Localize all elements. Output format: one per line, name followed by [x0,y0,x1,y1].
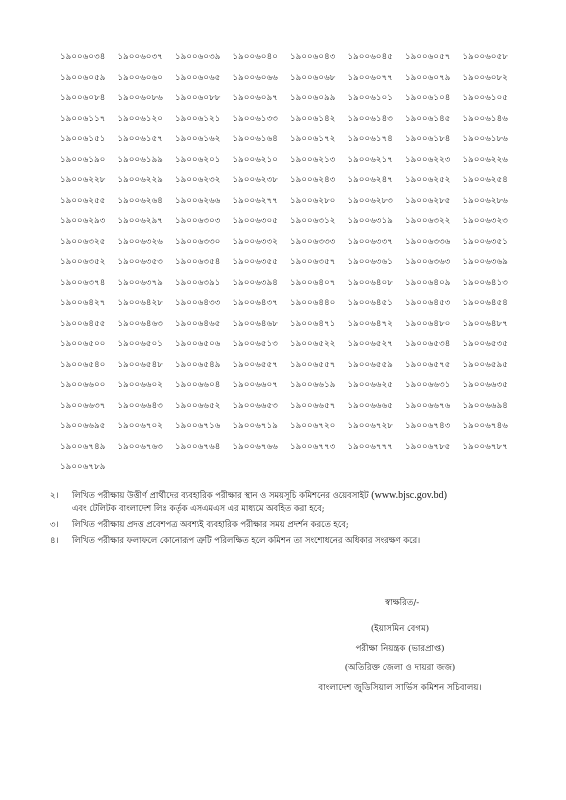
roll-row [60,416,530,437]
roll-number: ১৯০০৬৬০০ [60,380,106,391]
roll-number: ১৯০০৬৬৫৭ [290,400,336,411]
roll-number: ১৯০০৬২৫৫ [60,195,106,206]
roll-number: ১৯০০৬৩৬৯ [462,257,508,268]
roll-number: ১৯০০৬৩৩৩ [290,236,336,247]
roll-number: ১৯০০৬২৪৩ [290,175,336,186]
roll-row [60,88,530,109]
roll-number: ১৯০০৬৫৭৫ [405,359,451,370]
roll-number: ১৯০০৬৬০৪ [175,380,221,391]
roll-number: ১৯০০৬৬০৭ [232,380,278,391]
note-2 [50,489,530,514]
note-line: এবং টেলিটক বাংলাদেশ লিঃ কর্তৃক এসএমএস এর মাধ্যমে অবহিত করা হবে; [72,503,325,513]
roll-number: ১৯০০৬১৮৬ [462,134,508,145]
roll-number: ১৯০০৬২২৮ [60,175,106,186]
roll-number: ১৯০০৬৪১৩ [462,277,508,288]
roll-number: ১৯০০৬৫৩৫ [462,339,508,350]
roll-number: ১৯০০৬৬৫২ [175,400,221,411]
note-number: ২। [50,490,59,500]
signatory-name: (ইয়াসমিন বেগম) [370,624,430,634]
roll-number: ১৯০০৬৩৬১ [347,257,393,268]
roll-number: ১৯০০৬০৭৭ [347,72,393,83]
roll-number: ১৯০০৬২০১ [175,154,221,165]
roll-number: ১৯০০৬৫৫৭ [290,359,336,370]
roll-number: ১৯০০৬৬২৫ [347,380,393,391]
roll-number: ১৯০০৬৩০৫ [232,216,278,227]
roll-number: ১৯০০৬০৮৬ [117,93,163,104]
roll-number: ১৯০০৬১২০ [117,113,163,124]
roll-number: ১৯০০৬১৫৭ [117,134,163,145]
roll-number: ১৯০০৬৭৬৬ [232,441,278,452]
office-name: বাংলাদেশ জুডিসিয়াল সার্ভিস কমিশন সচিবালয়। [318,682,482,693]
note-4 [50,534,530,546]
roll-number: ১৯০০৬৪৭১ [290,318,336,329]
roll-number: ১৯০০৬৫৯৫ [462,359,508,370]
roll-row [60,355,530,376]
roll-number: ১৯০০৬২৪৭ [347,175,393,186]
roll-number: ১৯০০৬২৮৩ [347,195,393,206]
roll-number: ১৯০০৬৩৯১ [175,277,221,288]
roll-number: ১৯০০৬৪৩৩ [175,298,221,309]
roll-number: ১৯০০৬০৬৫ [175,72,221,83]
roll-number: ১৯০০৬১৪৩ [347,113,393,124]
roll-number: ১৯০০৬৭২০ [290,421,336,432]
signatory-rank: (অতিরিক্ত জেলা ও দায়রা জজ) [344,663,456,673]
roll-number: ১৯০০৬৭৭৭ [347,441,393,452]
roll-number: ১৯০০৬৪৮৭ [462,318,508,329]
roll-number: ১৯০০৬৩৭৪ [60,277,106,288]
roll-number: ১৯০০৬১৯০ [60,154,106,165]
roll-row [60,109,530,130]
roll-row [60,252,530,273]
roll-number: ১৯০০৬৭৬৩ [117,441,163,452]
roll-number: ১৯০০৬৩০৩ [175,216,221,227]
note-number: ৪। [50,535,59,545]
signatory-title: পরীক্ষা নিয়ন্ত্রক (ভারপ্রাপ্ত) [355,643,445,654]
roll-number: ১৯০০৬২৩৮ [232,175,278,186]
roll-number: ১৯০০৬৪৬৮ [232,318,278,329]
roll-number: ১৯০০৬৭৪৯ [60,441,106,452]
roll-number: ১৯০০৬০৬৬ [232,72,278,83]
roll-number: ১৯০০৬৭১৬ [175,421,221,432]
roll-number: ১৯০০৬১৯৯ [117,154,163,165]
roll-row [60,334,530,355]
roll-number: ১৯০০৬৬০২ [117,380,163,391]
note-line: লিখিত পরীক্ষার ফলাফলে কোনোরূপ ত্রুটি পরিলক্ষিত হলে কমিশন তা সংশোধনের অধিকার সংরক্ষণ করে। [72,535,421,545]
roll-number: ১৯০০৬৬৬৫ [347,400,393,411]
roll-number: ১৯০০৬০৯৯ [290,93,336,104]
roll-number: ১৯০০৬২৫৪ [462,175,508,186]
roll-number: ১৯০০৬২৯৩ [60,216,106,227]
roll-number: ১৯০০৬৩৩০ [175,236,221,247]
roll-number: ১৯০০৬৩২৫ [60,236,106,247]
roll-number: ১৯০০৬৪৫১ [347,298,393,309]
roll-number: ১৯০০৬৩১৯ [347,216,393,227]
roll-number: ১৯০০৬১৩৩ [232,113,278,124]
roll-number: ১৯০০৬১২১ [175,113,221,124]
roll-number: ১৯০০৬৪৫৫ [60,318,106,329]
roll-number: ১৯০০৬৪৫৩ [405,298,451,309]
roll-number: ১৯০০৬০৫৮ [462,52,508,63]
roll-number: ১৯০০৬০৩৯ [175,52,221,63]
roll-number: ১৯০০৬৬৭৬ [405,400,451,411]
roll-number: ১৯০০৬৬৪৩ [117,400,163,411]
roll-number: ১৯০০৬৪৫৪ [462,298,508,309]
roll-number: ১৯০০৬৭৮৫ [405,441,451,452]
note-text [72,489,530,514]
roll-number: ১৯০০৬২৮০ [290,195,336,206]
roll-number: ১৯০০৬১৪২ [290,113,336,124]
roll-number: ১৯০০৬০৮৪ [60,93,106,104]
roll-number: ১৯০০৬০৯৭ [232,93,278,104]
roll-number: ১৯০০৬৪৮০ [405,318,451,329]
roll-number: ১৯০০৬১৮৪ [405,134,451,145]
roll-number: ১৯০০৬০৪৫ [347,52,393,63]
roll-number: ১৯০০৬৬৯৪ [462,400,508,411]
roll-row [60,129,530,150]
roll-number: ১৯০০৬৪৬৩ [117,318,163,329]
roll-number: ১৯০০৬২২৬ [462,154,508,165]
roll-number: ১৯০০৬১৬৪ [232,134,278,145]
roll-number: ১৯০০৬৩১২ [290,216,336,227]
roll-number: ১৯০০৬৪৪০ [290,298,336,309]
notes-list [50,489,530,550]
roll-row [60,211,530,232]
roll-number: ১৯০০৬১৪৫ [405,113,451,124]
roll-number: ১৯০০৬০৩৭ [117,52,163,63]
roll-number: ১৯০০৬৭৮৭ [462,441,508,452]
roll-number: ১৯০০৬৪৬৫ [175,318,221,329]
roll-number: ১৯০০৬০৮২ [462,72,508,83]
roll-number: ১৯০০৬০৮৮ [175,93,221,104]
roll-row [60,457,530,478]
roll-number: ১৯০০৬৫৫৭ [232,359,278,370]
roll-number: ১৯০০৬৩৫৫ [232,257,278,268]
roll-number: ১৯০০৬৩৩৬ [405,236,451,247]
roll-number: ১৯০০৬৫৫৯ [347,359,393,370]
roll-number: ১৯০০৬৬৫৩ [232,400,278,411]
roll-number: ১৯০০৬৭৪৬ [462,421,508,432]
roll-number: ১৯০০৬২৬৪ [117,195,163,206]
roll-number: ১৯০০৬১৭২ [290,134,336,145]
roll-number: ১৯০০৬১০১ [347,93,393,104]
roll-number: ১৯০০৬৩৫১ [462,236,508,247]
roll-number: ১৯০০৬২৩২ [175,175,221,186]
roll-number: ১৯০০৬৬৩৭ [60,400,106,411]
roll-number: ১৯০০৬৬১৯ [290,380,336,391]
roll-row [60,314,530,335]
roll-number: ১৯০০৬৩৫৩ [117,257,163,268]
roll-number: ১৯০০৬৭৪৩ [405,421,451,432]
roll-number: ১৯০০৬০৬৮ [290,72,336,83]
roll-number: ১৯০০৬১৭৪ [347,134,393,145]
roll-number: ১৯০০৬৪২৮ [117,298,163,309]
roll-number: ১৯০০৬১০৪ [405,93,451,104]
roll-number: ১৯০০৬৩২৬ [117,236,163,247]
roll-row [60,68,530,89]
roll-number: ১৯০০৬৪০৮ [347,277,393,288]
roll-number: ১৯০০৬১১৭ [60,113,106,124]
roll-number: ১৯০০৬৫৩৪ [405,339,451,350]
roll-number: ১৯০০৬২৭৭ [232,195,278,206]
roll-number: ১৯০০৬৬৩১ [405,380,451,391]
roll-number: ১৯০০৬২১৭ [347,154,393,165]
roll-row [60,47,530,68]
note-line: লিখিত পরীক্ষায় প্রদত্ত প্রবেশপত্র অবশ্যই ব্যবহারিক পরীক্ষার সময় প্রদর্শন করতে হবে; [72,519,349,529]
roll-number: ১৯০০৬২১০ [232,154,278,165]
roll-number: ১৯০০৬৭৮৯ [60,462,106,473]
roll-number: ১৯০০৬৪৭২ [347,318,393,329]
roll-number: ১৯০০৬৩৫২ [60,257,106,268]
roll-number: ১৯০০৬৩৩৭ [347,236,393,247]
roll-row [60,232,530,253]
roll-number: ১৯০০৬২২৩ [405,154,451,165]
roll-number: ১৯০০৬৩৫৭ [290,257,336,268]
note-line: লিখিত পরীক্ষায় উত্তীর্ণ প্রার্থীদের ব্যবহারিক পরীক্ষার স্থান ও সময়সূচি কমিশনের ওয়েবসাইট [72,490,369,500]
roll-row [60,437,530,458]
roll-row [60,150,530,171]
roll-number: ১৯০০৬৩৩২ [232,236,278,247]
roll-number: ১৯০০৬৫৪৯ [175,359,221,370]
roll-number: ১৯০০৬৫৪৮ [117,359,163,370]
roll-row [60,293,530,314]
roll-number: ১৯০০৬৭০২ [117,421,163,432]
roll-number: ১৯০০৬২৫২ [405,175,451,186]
roll-number: ১৯০০৬৩৬৩ [405,257,451,268]
roll-number: ১৯০০৬৫২৭ [347,339,393,350]
roll-number: ১৯০০৬৭৬৪ [175,441,221,452]
roll-number: ১৯০০৬৫০১ [117,339,163,350]
roll-number: ১৯০০৬৪৩৭ [232,298,278,309]
roll-number: ১৯০০৬০৪০ [232,52,278,63]
roll-number: ১৯০০৬২৯৭ [117,216,163,227]
roll-number: ১৯০০৬২৮৫ [405,195,451,206]
signature-block [300,620,500,698]
roll-number: ১৯০০৬৩৫৪ [175,257,221,268]
roll-number: ১৯০০৬০৬০ [117,72,163,83]
roll-number: ১৯০০৬০৫৯ [60,72,106,83]
roll-number: ১৯০০৬৭২৮ [347,421,393,432]
roll-number: ১৯০০৬০৩৪ [60,52,106,63]
roll-number: ১৯০০৬৫০০ [60,339,106,350]
roll-row [60,273,530,294]
roll-number-table [60,47,530,478]
roll-number: ১৯০০৬২১৩ [290,154,336,165]
roll-number: ১৯০০৬১৪৬ [462,113,508,124]
note-3 [50,518,530,530]
note-number: ৩। [50,519,59,529]
roll-number: ১৯০০৬২৬৬ [175,195,221,206]
roll-number: ১৯০০৬৫০৬ [175,339,221,350]
roll-number: ১৯০০৬০৫৭ [405,52,451,63]
roll-number: ১৯০০৬৩২২ [405,216,451,227]
roll-number: ১৯০০৬৩৭৯ [117,277,163,288]
roll-number: ১৯০০৬৪০৭ [290,277,336,288]
roll-number: ১৯০০৬২৮৬ [462,195,508,206]
roll-number: ১৯০০৬০৪৩ [290,52,336,63]
roll-number: ১৯০০৬৪০৯ [405,277,451,288]
signed-mark: স্বাক্ষরিত/- [385,598,420,608]
roll-number: ১৯০০৬৩৯৪ [232,277,278,288]
roll-number: ১৯০০৬৫৪০ [60,359,106,370]
roll-number: ১৯০০৬৪২৭ [60,298,106,309]
roll-number: ১৯০০৬৬৩৫ [462,380,508,391]
roll-number: ১৯০০৬১৫১ [60,134,106,145]
roll-row [60,191,530,212]
roll-row [60,170,530,191]
roll-number: ১৯০০৬৭১৯ [232,421,278,432]
roll-number: ১৯০০৬১৬২ [175,134,221,145]
roll-number: ১৯০০৬০৭৯ [405,72,451,83]
roll-number: ১৯০০৬৬৯৫ [60,421,106,432]
roll-number: ১৯০০৬২২৯ [117,175,163,186]
roll-number: ১৯০০৬১০৫ [462,93,508,104]
roll-number: ১৯০০৬৫২২ [290,339,336,350]
roll-number: ১৯০০৬৭৭৩ [290,441,336,452]
roll-row [60,396,530,417]
roll-row [60,375,530,396]
roll-number: ১৯০০৬৩২৩ [462,216,508,227]
website-link[interactable]: (www.bjsc.gov.bd) [371,490,447,501]
roll-number: ১৯০০৬৫১৩ [232,339,278,350]
